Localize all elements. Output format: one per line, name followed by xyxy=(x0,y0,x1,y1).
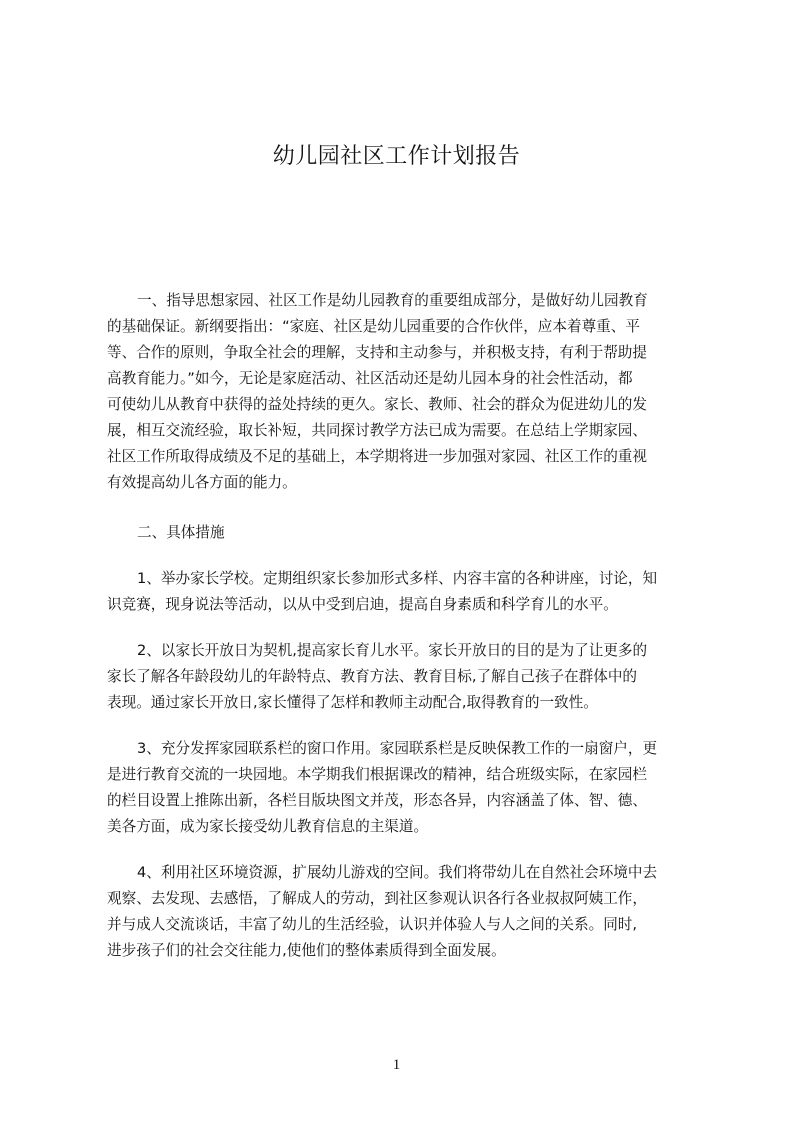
text-line: 3、充分发挥家园联系栏的窗口作用。家园联系栏是反映保教工作的一扇窗户，更 xyxy=(137,740,658,757)
paragraph-measure-2 xyxy=(107,638,709,716)
text-line: 可使幼儿从教育中获得的益处持续的更久。家长、教师、社会的群众为促进幼儿的发 xyxy=(107,396,647,413)
paragraph-spacer xyxy=(107,618,709,638)
paragraph-spacer xyxy=(107,496,709,520)
text-line: 家长了解各年龄段幼儿的年龄特点、教育方法、教育目标,了解自己孩子在群体中的 xyxy=(107,668,638,685)
text-line: 有效提高幼儿各方面的能力。 xyxy=(107,474,297,491)
text-line: 的栏目设置上推陈出新，各栏目版块图文并茂，形态各异，内容涵盖了体、智、德、 xyxy=(107,792,647,809)
text-line: 2、以家长开放日为契机,提高家长育儿水平。家长开放日的目的是为了让更多的 xyxy=(137,642,648,659)
document-title: 幼儿园社区工作计划报告 xyxy=(272,144,521,169)
section-heading-measures xyxy=(107,520,709,546)
paragraph-measure-3 xyxy=(107,736,709,840)
text-line: 表现。通过家长开放日,家长懂得了怎样和教师主动配合,取得教育的一致性。 xyxy=(107,694,598,711)
paragraph-measure-1 xyxy=(107,566,709,618)
text-line: 高教育能力。”如今，无论是家庭活动、社区活动还是幼儿园本身的社会性活动，都 xyxy=(107,370,633,387)
text-line: 观察、去发现、去感悟，了解成人的劳动，到社区参观认识各行各业叔叔阿姨工作， xyxy=(107,890,647,907)
paragraph-spacer xyxy=(107,716,709,736)
paragraph-guiding-ideology xyxy=(107,288,709,496)
text-line: 社区工作所取得成绩及不足的基础上，本学期将进一步加强对家园、社区工作的重视 xyxy=(107,448,647,465)
text-line: 4、利用社区环境资源，扩展幼儿游戏的空间。我们将带幼儿在自然社会环境中去 xyxy=(137,864,658,881)
text-line: 是进行教育交流的一块园地。本学期我们根据课改的精神，结合班级实际，在家园栏 xyxy=(107,766,647,783)
text-line: 并与成人交流谈话，丰富了幼儿的生活经验，认识并体验人与人之间的关系。同时, xyxy=(107,916,638,933)
paragraph-measure-4 xyxy=(107,860,709,964)
text-line: 二、具体措施 xyxy=(137,524,225,541)
text-line: 等、合作的原则，争取全社会的理解，支持和主动参与，并积极支持，有利于帮助提 xyxy=(107,344,647,361)
text-line: 进步孩子们的社会交往能力,使他们的整体素质得到全面发展。 xyxy=(107,942,506,959)
document-body xyxy=(107,288,709,964)
paragraph-spacer xyxy=(107,546,709,566)
paragraph-spacer xyxy=(107,840,709,860)
text-line: 1、举办家长学校。定期组织家长参加形式多样、内容丰富的各种讲座，讨论，知 xyxy=(137,570,658,587)
text-line: 的基础保证。新纲要指出：“家庭、社区是幼儿园重要的合作伙伴，应本着尊重、平 xyxy=(107,318,640,335)
page-number: 1 xyxy=(392,1057,401,1073)
text-line: 识竞赛，现身说法等活动，以从中受到启迪，提高自身素质和科学育儿的水平。 xyxy=(107,596,618,613)
text-line: 一、指导思想家园、社区工作是幼儿园教育的重要组成部分，是做好幼儿园教育 xyxy=(137,292,648,309)
text-line: 展，相互交流经验，取长补短，共同探讨教学方法已成为需要。在总结上学期家园、 xyxy=(107,422,647,439)
text-line: 美各方面，成为家长接受幼儿教育信息的主渠道。 xyxy=(107,818,429,835)
